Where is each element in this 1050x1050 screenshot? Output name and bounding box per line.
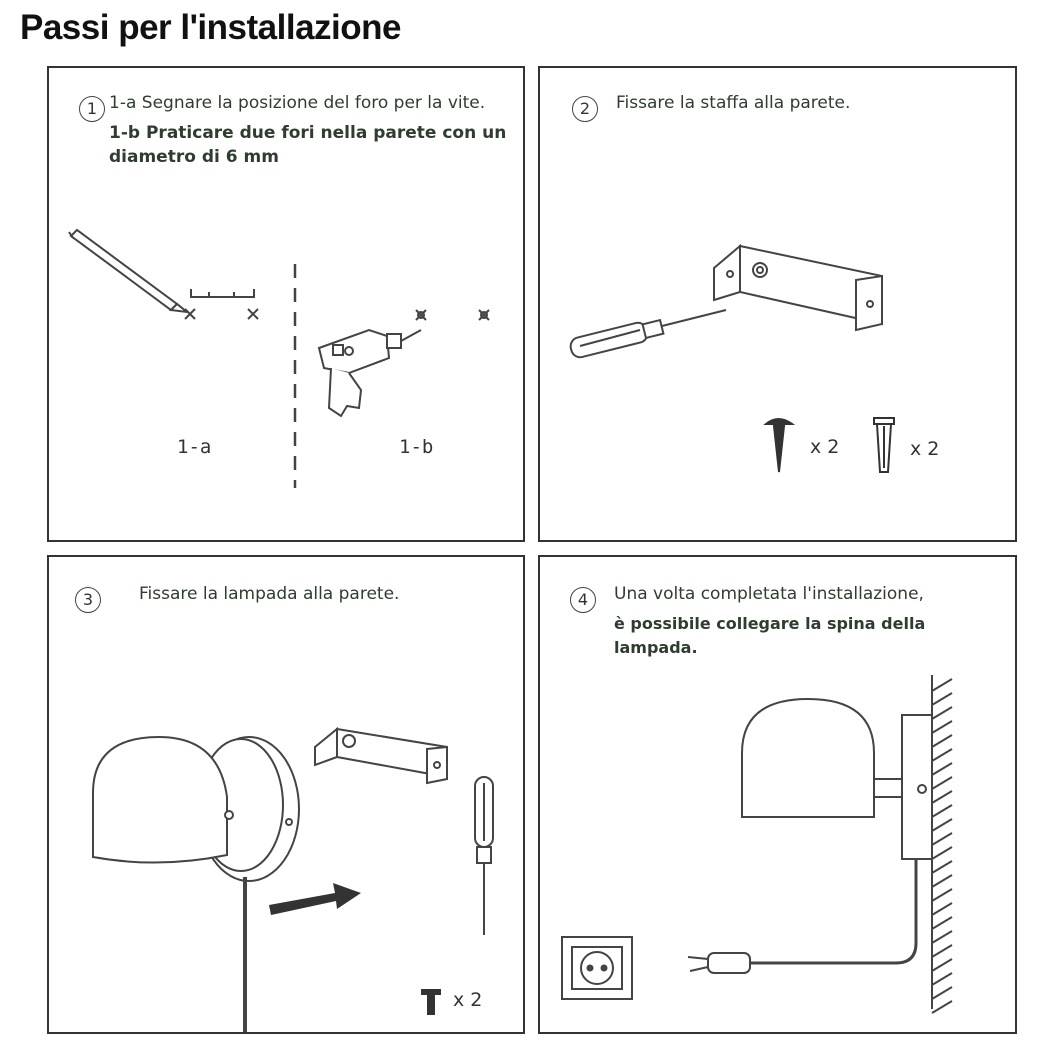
step-1-panel (47, 66, 525, 542)
screw-icon (766, 419, 792, 472)
arrow-right-icon (269, 883, 361, 915)
bracket-icon (315, 729, 447, 783)
step-3-line-1: Fissare la lampada alla parete. (139, 584, 400, 604)
step-1-line-3: diametro di 6 mm (109, 147, 279, 167)
step-4-number: 4 (570, 587, 596, 613)
wall-anchor-icon (874, 418, 894, 472)
screw-icon (421, 989, 441, 1015)
cable-line (750, 859, 916, 963)
step-2-illustration (540, 68, 1017, 542)
anchor-quantity: x 2 (910, 438, 940, 460)
lamp-arm-icon (874, 779, 902, 797)
step-1-line-1: 1-a Segnare la posizione del foro per la vite. (109, 93, 486, 113)
step-2-number: 2 (572, 96, 598, 122)
drill-icon (319, 330, 421, 416)
bracket-icon (714, 246, 882, 330)
step-1-number: 1 (79, 96, 105, 122)
screw-quantity: x 2 (810, 436, 840, 458)
step-4-line-3: lampada. (614, 638, 698, 657)
pencil-icon (69, 230, 187, 312)
screwdriver-icon (475, 777, 493, 935)
screw-quantity: x 2 (453, 989, 483, 1011)
wall-plate-icon (902, 715, 932, 859)
step-2-line-1: Fissare la staffa alla parete. (616, 93, 851, 113)
wall-icon (932, 675, 952, 1013)
sub-label-1b: 1-b (399, 436, 434, 458)
step-3-illustration (49, 557, 525, 1034)
step-4-line-2: è possibile collegare la spina della (614, 614, 926, 633)
lamp-shade-icon (742, 699, 874, 817)
step-1-line-2: 1-b Praticare due fori nella parete con un (109, 123, 507, 143)
step-4-panel (538, 555, 1017, 1034)
screwdriver-icon (569, 310, 726, 359)
page-title: Passi per l'installazione (20, 8, 401, 47)
measure-mark-icon (185, 289, 258, 319)
hole-mark-icon (416, 310, 489, 320)
socket-icon (562, 937, 632, 999)
step-4-line-1: Una volta completata l'installazione, (614, 584, 924, 604)
step-3-panel (47, 555, 525, 1034)
step-3-number: 3 (75, 587, 101, 613)
sub-label-1a: 1-a (177, 436, 212, 458)
plug-icon (688, 953, 750, 973)
step-2-panel (538, 66, 1017, 542)
